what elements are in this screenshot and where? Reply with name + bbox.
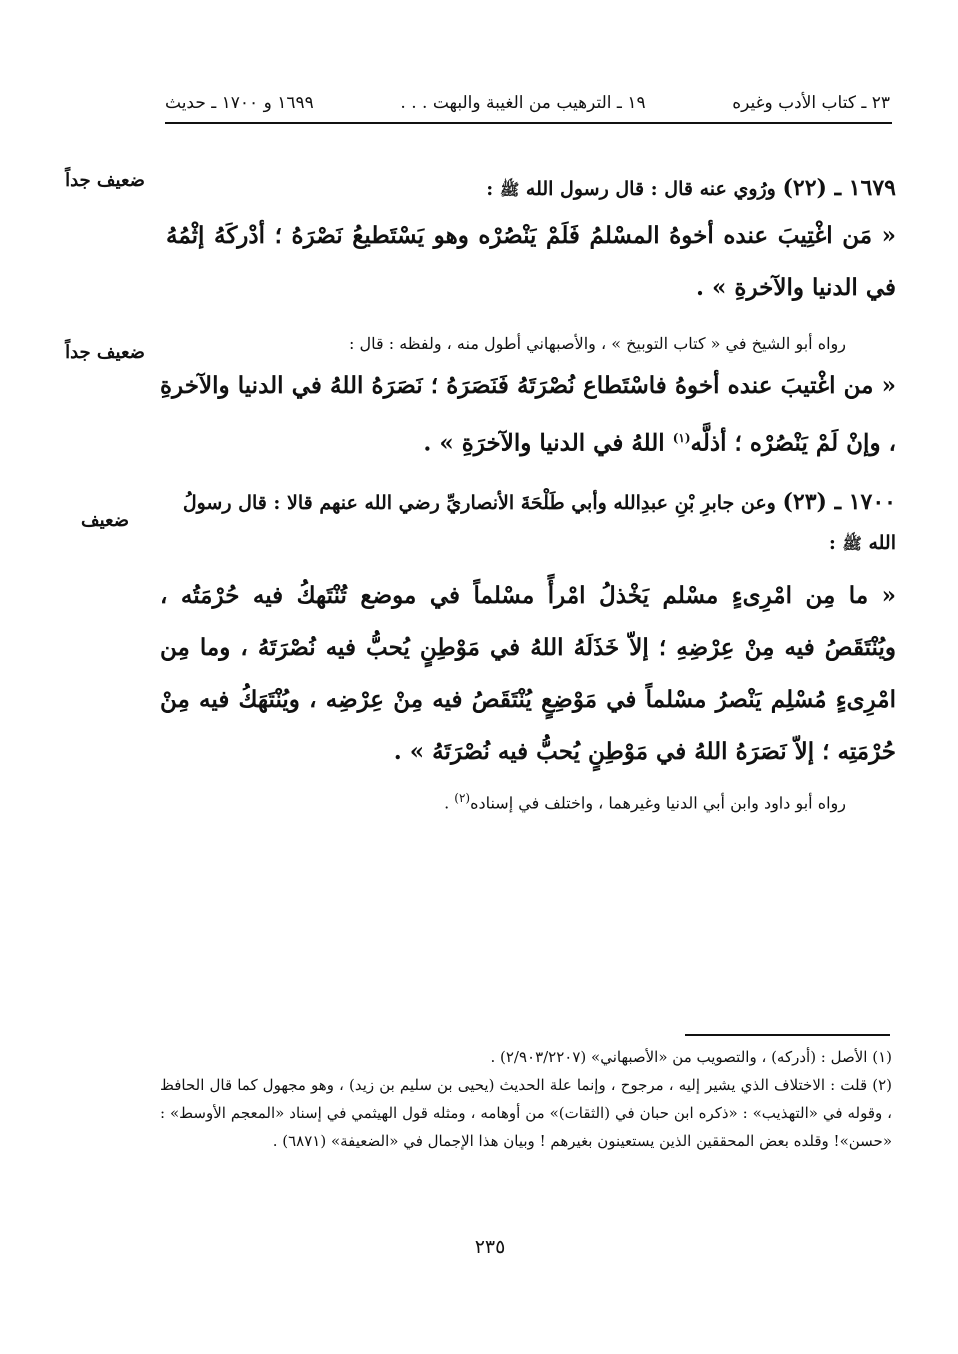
hadith-1679-intro-text: ورُوي عنه قال : قال رسول الله	[525, 178, 776, 200]
colon: :	[828, 531, 836, 554]
riwaya-1-intro: رواه أبو الشيخ في « كتاب التوبيخ » ، والأصبهاني أطول منه ، ولفظه : قال :	[349, 334, 846, 353]
footnote-ref-2[interactable]: (٢)	[454, 790, 471, 805]
hadith-1679-intro	[160, 168, 896, 210]
header-rule	[165, 122, 892, 124]
hadith-1700-number: ١٧٠٠ ـ (٢٣)	[782, 488, 896, 515]
riwaya-2	[160, 782, 896, 819]
grade-hadith-1700: ضعيف	[80, 510, 130, 531]
hadith-1700-text: « ما مِن امْرِىءٍ مسْلم يَخْذلُ امْرأً مسْلماً في موضع تُنْتَهكُ فيه حُرْمَتُه ، ويُنْتَقَصُ فيه مِنْ عِرْضِهِ ؛ إلاّ خَذَلَهُ اللهُ في مَوْطِنٍ يُحبُّ فيه نُصْرَتَهُ ، وما مِن امْرِىءٍ مُسْلِم يَنْصرُ مسْلماً في مَوْضِعٍ يُنْتَقَصُ فيه مِنْ عِرْضِه ، ويُنْتَهَكُ فيه مِنْ حُرْمَتِه ؛ إلاّ نَصَرَهُ اللهُ في مَوْطِنٍ يُحبُّ فيه نُصْرَتَهُ » .	[160, 581, 896, 765]
riwaya-1-text-before: « من اغْتيبَ عنده أخوهُ فاسْتَطاع نُصْرَتَهُ فَنَصَرَهُ ؛ نَصَرَهُ اللهُ في الدنيا والآخرةِ ، وإنْ لَمْ يَنْصُرْه ؛ أذلَّه	[160, 372, 896, 457]
colon: :	[486, 178, 494, 200]
hadith-1679-number: ١٦٧٩ ـ (٢٢)	[782, 175, 896, 201]
riwaya-1-text-after: اللهُ في الدنيا والآخرَةِ » .	[423, 429, 665, 457]
hadith-1679-text: « مَن اغْتِيبَ عنده أخوهُ المسْلمُ فَلَمْ يَنْصُرْه وهو يَسْتَطيعُ نَصْرَهُ ؛ أدْركَهُ إثْمُهُ في الدنيا والآخرةِ » .	[166, 222, 896, 301]
riwaya-2-end: .	[444, 792, 450, 812]
footnote-ref-1[interactable]: (١)	[672, 431, 691, 445]
grade-hadith-1679: ضعيف جداً	[65, 170, 145, 191]
salawat-glyph: ﷺ	[842, 533, 862, 553]
footnote-rule	[685, 1034, 890, 1036]
footnote-2: (٢) قلت : الاختلاف الذي يشير إليه ، مرجوح ، وإنما علة الحديث (يحيى بن سليم بن زيد) ، وهو مجهول كما قال الحافظ ، وقوله في «التهذيب» : «ذكره ابن حبان في (الثقات)» من أوهامه ، ومثله قول الهيثمي في إسناد «المعجم الأوسط» : «حسن»! وقلده بعض المحققين الذين يستعينون بغيرهم ! وبيان هذا الإجمال في «الضعيفة» (٦٨٧١) .	[160, 1076, 892, 1150]
salawat-glyph: ﷺ	[499, 180, 520, 199]
main-text	[160, 168, 896, 819]
footnote-1: (١) الأصل : (أدركه) ، والتصويب من «الأصبهاني» (٢/٩٠٣/٢٢٠٧) .	[490, 1048, 892, 1066]
header-hadith-range: ١٦٩٩ و ١٧٠٠ ـ حديث	[165, 93, 314, 113]
riwaya-2-text: رواه أبو داود وابن أبي الدنيا وغيرهما ، واختلف في إسناده	[470, 792, 846, 812]
footnotes	[160, 1043, 892, 1155]
hadith-1700-intro	[166, 482, 896, 564]
header-book-title: ٢٣ ـ كتاب الأدب وغيره	[732, 93, 890, 113]
riwaya-1-text	[160, 360, 896, 470]
hadith-1700-intro-text: وعن جابرِ بْنِ عبدِالله وأبي طَلْحَةَ الأنصاريِّ رضي الله عنهم قالا : قال رسولُ الله	[182, 491, 896, 554]
grade-riwaya-1: ضعيف جداً	[65, 342, 145, 363]
running-header	[165, 88, 890, 118]
page-number: ٢٣٥	[474, 1236, 506, 1258]
header-chapter-title: ١٩ ـ الترهيب من الغيبة والبهت . . .	[400, 93, 646, 113]
